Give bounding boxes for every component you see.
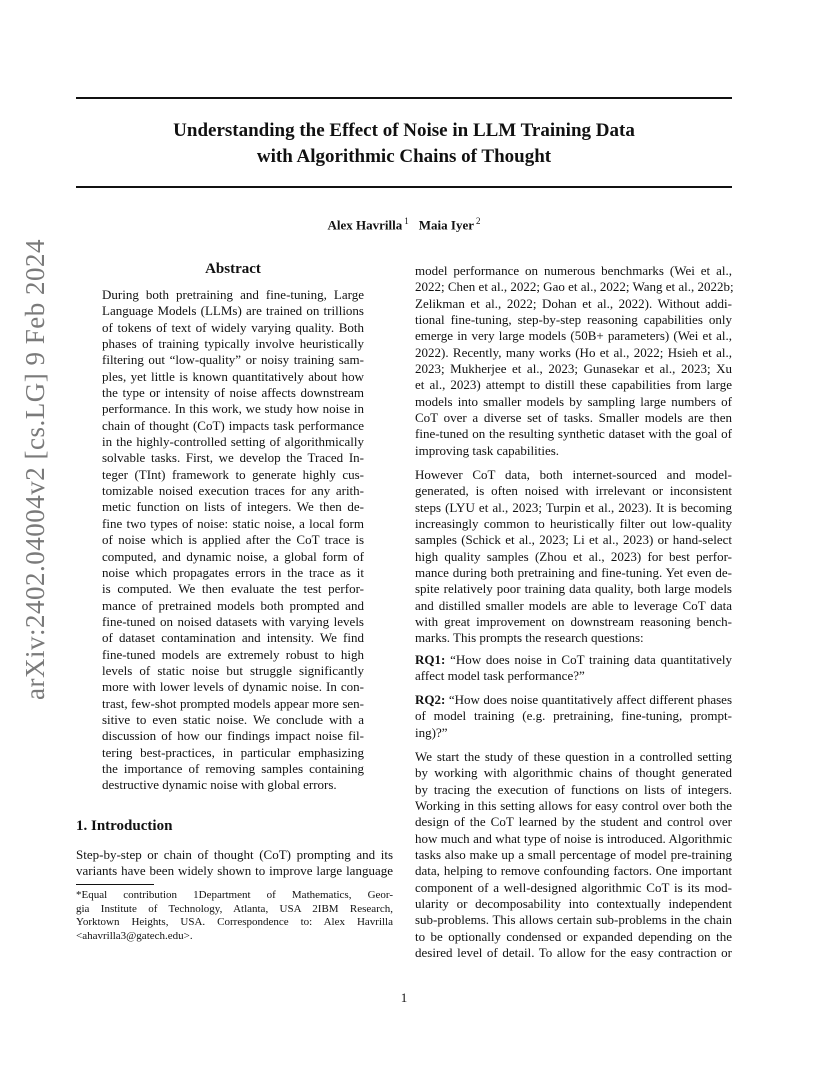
text-line: filtering out “low-quality” or noisy training sam- <box>102 352 364 368</box>
title-line-2: with Algorithmic Chains of Thought <box>256 146 552 167</box>
text-line: fine-tuned models are extremely robust to high <box>102 646 364 662</box>
text-line: destructive dynamic noise with global errors. <box>102 777 337 793</box>
paper-title <box>76 118 732 170</box>
footnote-line: Yorktown Heights, USA. Correspondence to: Alex Havrilla <box>76 916 393 929</box>
text-line: Working in this setting allows for easy control over both the <box>415 798 732 814</box>
footnote-line: gia Institute of Technology, Atlanta, USA 2IBM Research, <box>76 902 393 915</box>
text-line: ularity or decomposability into contextually independent <box>415 896 732 912</box>
text-line: tomizable noised execution traces for any arith- <box>102 483 364 499</box>
text-line: performance. In this work, we study how noise in <box>102 401 364 417</box>
text-line: During both pretraining and fine-tuning, Large <box>102 287 364 302</box>
text-line: noise which propagates errors in the trace as it <box>102 564 364 580</box>
text-line: the importance of removing samples containing <box>102 760 364 776</box>
text-line: more with lower levels of dynamic noise. In con- <box>102 679 364 695</box>
question-text: “How does noise in CoT training data quantitatively <box>450 652 733 667</box>
text-line: et al., 2023) attempt to distill these capabilities from large <box>415 377 732 393</box>
text-line: models into smaller models by sampling large numbers of <box>415 393 732 409</box>
right-paragraph-1 <box>415 263 732 459</box>
text-line: computed, and dynamic noise, a global form of <box>102 548 364 564</box>
text-line: Language Models (LLMs) are trained on trillions <box>102 303 364 319</box>
question-label: RQ2: <box>415 692 446 707</box>
text-line: metic function on lists of integers. We then de- <box>102 499 364 515</box>
text-line: is computed. We then evaluate the test perfor- <box>102 581 364 597</box>
arxiv-identifier: arXiv:2402.04004v2 [cs.LG] 9 Feb 2024 <box>20 239 50 700</box>
author-name: Maia Iyer <box>418 217 474 233</box>
text-line: high quality samples (Zhou et al., 2023) for best perfor- <box>415 548 732 564</box>
text-line: 2023; Mukherjee et al., 2023; Gunasekar et al., 2023; Xu <box>415 361 732 377</box>
abstract-heading: Abstract <box>205 261 261 277</box>
text-line: sub-problems. This allows certain sub-problems in the chain <box>415 912 732 928</box>
text-line: design of the CoT learned by the student and control over <box>415 814 732 830</box>
text-line: improving task capabilities. <box>415 442 560 458</box>
text-line: We start the study of these question in a controlled setting <box>415 749 732 764</box>
text-line: sitive to even static noise. We conclude with a <box>102 711 364 727</box>
text-line: ing)?” <box>415 724 448 740</box>
text-line: model performance on numerous benchmarks (Wei et al., <box>415 263 732 278</box>
text-line: affect model task performance?” <box>415 668 585 684</box>
text-line: ples, yet little is known quantitatively about how <box>102 368 364 384</box>
text-line: tasks also make up a small percentage of model pre-training <box>415 847 732 863</box>
text-line: in the highly-controlled setting of algorithmically <box>102 434 364 450</box>
text-line: by tracing the execution of functions on lists of integers. <box>415 781 732 797</box>
text-line: desired level of detail. To allow for the easy contraction or <box>415 945 732 961</box>
text-line: the type or intensity of noise affects downstream <box>102 385 364 401</box>
text-line: of noise which is applied after the CoT trace is <box>102 532 364 548</box>
intro-text <box>76 847 393 880</box>
text-line: levels of static noise but struggle significantly <box>102 662 364 678</box>
text-line: solvable tasks. First, we develop the Traced In- <box>102 450 364 466</box>
text-line: steps (LYU et al., 2023; Turpin et al., 2023). It is becoming <box>415 499 732 515</box>
text-line: mance of pretrained models both prompted and <box>102 597 364 613</box>
text-line: how much and what type of noise is introduced. Algorithmic <box>415 830 732 846</box>
right-paragraph-3 <box>415 749 732 961</box>
text-line: phases of training typically involve heuristically <box>102 336 364 352</box>
text-line: tering best-practices, in particular emphasizing <box>102 744 364 760</box>
text-line: fine-tuned on the resulting synthetic dataset with the goal of <box>415 426 732 442</box>
question-text: “How does noise quantitatively affect different phases <box>448 692 732 707</box>
footnote <box>76 889 393 943</box>
text-line: with great improvement on downstream reasoning bench- <box>415 614 732 630</box>
author-list <box>0 216 808 233</box>
text-line: component of a well-designed algorithmic CoT is its mod- <box>415 879 732 895</box>
text-line: trast, few-shot prompted models appear more sen- <box>102 695 364 711</box>
author-affiliation-mark: 2 <box>475 216 481 226</box>
text-line: mance during both pretraining and fine-tuning. Yet even de- <box>415 565 732 581</box>
right-paragraph-2 <box>415 467 732 647</box>
page-number: 1 <box>400 990 408 1005</box>
text-line: data, helping to remove confounding factors. One important <box>415 863 732 879</box>
text-line <box>415 692 732 708</box>
text-line: to be optionally condensed or expanded depending on the <box>415 928 732 944</box>
text-line: tional fine-tuning, step-by-step reasoning capabilities only <box>415 312 732 328</box>
text-line: marks. This prompts the research questions: <box>415 630 644 646</box>
text-line: Step-by-step or chain of thought (CoT) prompting and its <box>76 847 393 862</box>
text-line: Zelikman et al., 2022; Dohan et al., 2022). Without addi- <box>415 295 732 311</box>
research-question-1 <box>415 652 732 685</box>
footnote-line: <ahavrilla3@gatech.edu>. <box>76 929 193 942</box>
text-line: of dataset contamination and intensity. We find <box>102 630 364 646</box>
title-line-1: Understanding the Effect of Noise in LLM Training Data <box>173 120 635 141</box>
text-line: fine-tuned on noised datasets with varying levels <box>102 613 364 629</box>
text-line: of model training (e.g. pretraining, fine-tuning, prompt- <box>415 708 732 724</box>
section-heading: 1. Introduction <box>76 818 173 834</box>
text-line: emerge in very large models (50B+ parameters) (Wei et al., <box>415 328 732 344</box>
text-line: 2022). Recently, many works (Ho et al., 2022; Hsieh et al., <box>415 344 732 360</box>
text-line: 2022; Chen et al., 2022; Gao et al., 2022; Wang et al., 2022b; <box>415 279 734 295</box>
text-line: variants have been widely shown to improve large language <box>76 863 393 879</box>
footnote-rule <box>76 884 154 885</box>
text-line: samples (Schick et al., 2023; Li et al., 2023) or hand-select <box>415 532 732 548</box>
research-question-2 <box>415 692 732 741</box>
text-line <box>415 652 732 668</box>
text-line: chain of thought (CoT) impacts task performance <box>102 417 364 433</box>
question-label: RQ1: <box>415 652 446 667</box>
text-line: increasingly common to heuristically filter out low-quality <box>415 516 732 532</box>
text-line: of tokens of text of widely varying quality. Both <box>102 319 364 335</box>
author-name: Alex Havrilla <box>327 217 403 233</box>
text-line: teger (TInt) framework to generate highly cus- <box>102 466 364 482</box>
text-line: and distilled smaller models are able to leverage CoT data <box>415 597 732 613</box>
text-line: CoT over a diverse set of tasks. Smaller models are then <box>415 410 732 426</box>
text-line: fine two types of noise: static noise, a local form <box>102 515 364 531</box>
text-line: discussion of how our findings impact noise fil- <box>102 728 364 744</box>
abstract-body <box>102 287 364 794</box>
title-bottom-rule <box>76 186 732 188</box>
text-line: generated, is often noised with irrelevant or inconsistent <box>415 483 732 499</box>
text-line: However CoT data, both internet-sourced and model- <box>415 467 732 482</box>
text-line: by working with algorithmic chains of thought generated <box>415 765 732 781</box>
text-line: spite relatively poor training data quality, both large models <box>415 581 732 597</box>
author-affiliation-mark: 1 <box>404 216 409 226</box>
footnote-line: *Equal contribution 1Department of Mathematics, Geor- <box>76 889 393 901</box>
top-rule <box>76 97 732 99</box>
